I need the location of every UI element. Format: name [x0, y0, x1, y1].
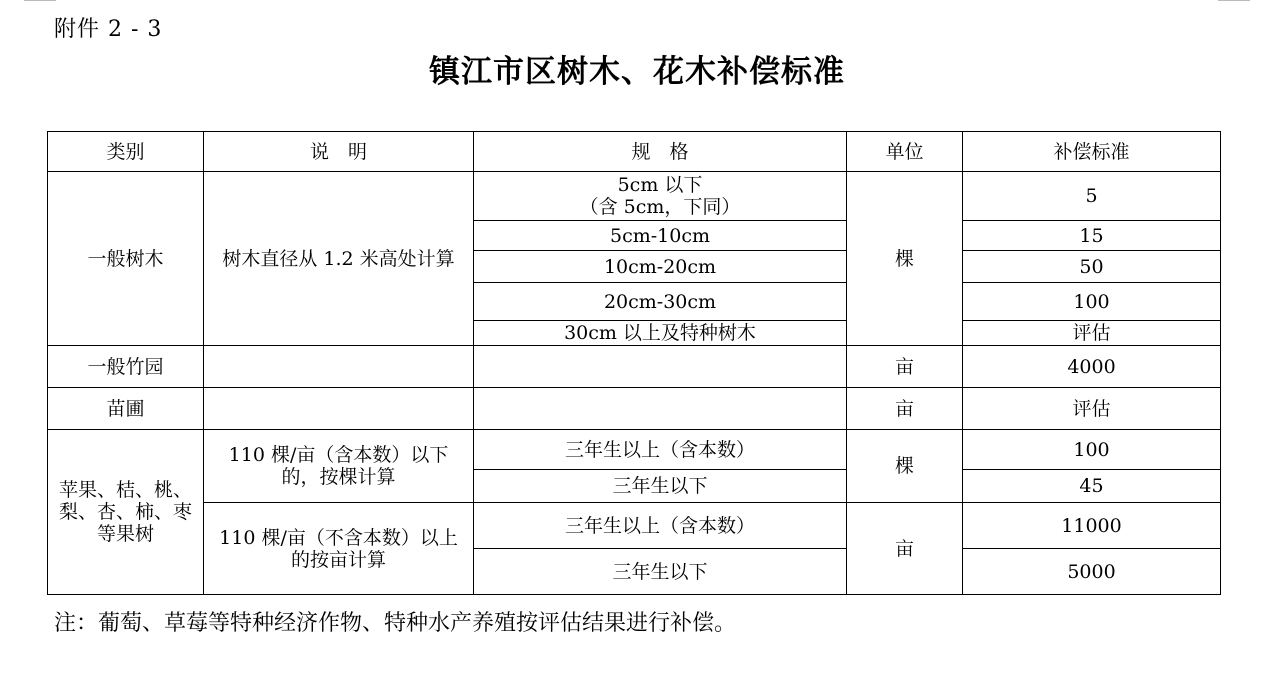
table-row	[48, 430, 1221, 470]
header-description: 说 明	[204, 132, 474, 172]
category-fruit-trees: 苹果、桔、桃、梨、杏、柿、枣等果树	[48, 430, 204, 595]
spec-cell: 三年生以上（含本数）	[474, 503, 847, 549]
standard-cell: 15	[963, 221, 1221, 251]
spec-cell: 三年生以上（含本数）	[474, 430, 847, 470]
header-standard: 补偿标准	[963, 132, 1221, 172]
header-row	[48, 132, 1221, 172]
corner-mark-left	[24, 0, 56, 1]
header-spec: 规 格	[474, 132, 847, 172]
standard-cell: 5000	[963, 549, 1221, 595]
category-bamboo: 一般竹园	[48, 346, 204, 388]
corner-mark-right	[1218, 0, 1250, 1]
spec-line: （含 5cm，下同）	[579, 196, 741, 218]
spec-line: 5cm 以下	[617, 174, 703, 196]
empty-cell	[474, 346, 847, 388]
unit-fruit-group2: 亩	[847, 503, 963, 595]
header-unit: 单位	[847, 132, 963, 172]
standard-cell: 4000	[963, 346, 1221, 388]
table-row	[48, 172, 1221, 221]
standard-cell: 5	[963, 172, 1221, 221]
spec-cell: 三年生以下	[474, 470, 847, 503]
empty-cell	[204, 346, 474, 388]
category-general-trees: 一般树木	[48, 172, 204, 346]
unit-general-trees: 棵	[847, 172, 963, 346]
unit-fruit-group1: 棵	[847, 430, 963, 503]
standard-cell: 评估	[963, 388, 1221, 430]
description-fruit-group2: 110 棵/亩（不含本数）以上的按亩计算	[204, 503, 474, 595]
attachment-label: 附件 2 - 3	[54, 17, 163, 42]
spec-cell: 三年生以下	[474, 549, 847, 595]
table-row	[48, 388, 1221, 430]
compensation-table	[47, 131, 1221, 595]
spec-cell: 5cm-10cm	[474, 221, 847, 251]
standard-cell: 50	[963, 251, 1221, 283]
empty-cell	[204, 388, 474, 430]
spec-cell: 10cm-20cm	[474, 251, 847, 283]
unit-bamboo: 亩	[847, 346, 963, 388]
standard-cell: 45	[963, 470, 1221, 503]
spec-cell	[474, 172, 847, 221]
header-category: 类别	[48, 132, 204, 172]
table-row	[48, 346, 1221, 388]
category-nursery: 苗圃	[48, 388, 204, 430]
spec-cell: 20cm-30cm	[474, 283, 847, 321]
unit-nursery: 亩	[847, 388, 963, 430]
description-general-trees: 树木直径从 1.2 米高处计算	[204, 172, 474, 346]
standard-cell: 评估	[963, 321, 1221, 346]
page-title: 镇江市区树木、花木补偿标准	[429, 54, 845, 90]
description-fruit-group1: 110 棵/亩（含本数）以下的，按棵计算	[204, 430, 474, 503]
standard-cell: 11000	[963, 503, 1221, 549]
footnote: 注：葡萄、草莓等特种经济作物、特种水产养殖按评估结果进行补偿。	[54, 611, 737, 636]
standard-cell: 100	[963, 430, 1221, 470]
standard-cell: 100	[963, 283, 1221, 321]
empty-cell	[474, 388, 847, 430]
table-row	[48, 503, 1221, 549]
spec-cell: 30cm 以上及特种树木	[474, 321, 847, 346]
